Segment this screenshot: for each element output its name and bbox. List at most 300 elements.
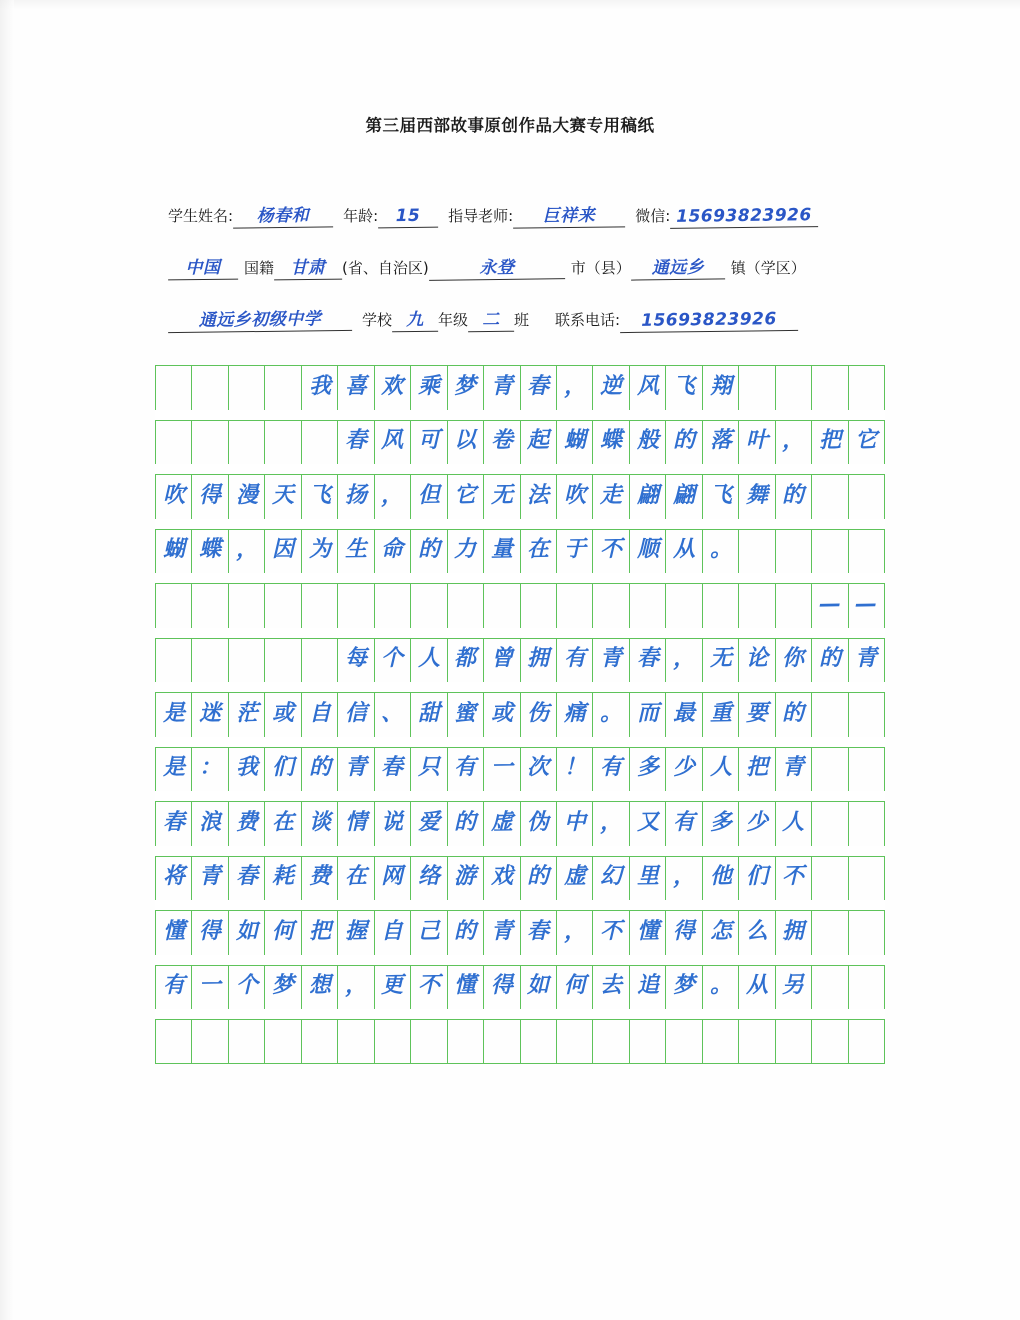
manuscript-cell[interactable] [265, 911, 301, 955]
manuscript-cell[interactable] [521, 421, 557, 465]
value-province[interactable]: 甘肃 [274, 259, 342, 281]
manuscript-cell[interactable] [666, 802, 702, 846]
manuscript-cell[interactable] [156, 693, 192, 737]
manuscript-cell[interactable] [666, 584, 702, 628]
manuscript-cell[interactable] [849, 966, 885, 1010]
manuscript-cell[interactable] [375, 421, 411, 465]
manuscript-cell[interactable] [484, 911, 520, 955]
manuscript-cell[interactable] [375, 966, 411, 1010]
manuscript-cell[interactable] [338, 530, 374, 574]
manuscript-cell[interactable] [375, 748, 411, 792]
manuscript-cell[interactable] [375, 530, 411, 574]
value-town[interactable]: 通远乡 [631, 258, 725, 280]
manuscript-cell[interactable] [192, 584, 228, 628]
manuscript-cell[interactable] [593, 966, 629, 1010]
manuscript-cell[interactable] [849, 748, 885, 792]
manuscript-cell[interactable] [703, 693, 739, 737]
value-teacher[interactable]: 巨祥来 [513, 206, 625, 228]
manuscript-cell[interactable] [666, 421, 702, 465]
manuscript-cell[interactable] [557, 857, 593, 901]
manuscript-cell[interactable] [812, 802, 848, 846]
manuscript-cell[interactable] [156, 1020, 192, 1063]
manuscript-cell[interactable] [521, 802, 557, 846]
manuscript-cell[interactable] [156, 530, 192, 574]
manuscript-cell[interactable] [411, 802, 447, 846]
manuscript-cell[interactable] [849, 639, 885, 683]
manuscript-cell[interactable] [265, 421, 301, 465]
manuscript-cell[interactable] [375, 857, 411, 901]
manuscript-cell[interactable] [192, 857, 228, 901]
manuscript-cell[interactable] [666, 475, 702, 519]
manuscript-cell[interactable] [593, 584, 629, 628]
manuscript-cell[interactable] [593, 366, 629, 410]
manuscript-cell[interactable] [703, 911, 739, 955]
manuscript-cell[interactable] [666, 530, 702, 574]
manuscript-cell[interactable] [812, 857, 848, 901]
manuscript-cell[interactable] [302, 639, 338, 683]
manuscript-cell[interactable] [703, 639, 739, 683]
manuscript-cell[interactable] [593, 421, 629, 465]
manuscript-cell[interactable] [776, 584, 812, 628]
manuscript-cell[interactable] [776, 530, 812, 574]
manuscript-cell[interactable] [448, 966, 484, 1010]
manuscript-char: 有 [454, 755, 477, 781]
manuscript-cell[interactable] [630, 639, 666, 683]
manuscript-cell[interactable] [630, 857, 666, 901]
manuscript-cell[interactable] [411, 530, 447, 574]
manuscript-cell[interactable] [484, 584, 520, 628]
manuscript-cell[interactable] [739, 802, 775, 846]
manuscript-cell[interactable] [229, 748, 265, 792]
manuscript-cell[interactable] [229, 530, 265, 574]
manuscript-cell[interactable] [484, 366, 520, 410]
manuscript-cell[interactable] [703, 366, 739, 410]
manuscript-cell[interactable] [849, 857, 885, 901]
manuscript-cell[interactable] [338, 584, 374, 628]
manuscript-cell[interactable] [812, 693, 848, 737]
manuscript-cell[interactable] [265, 966, 301, 1010]
manuscript-cell[interactable] [265, 857, 301, 901]
manuscript-char: 多 [709, 809, 732, 835]
manuscript-cell[interactable] [776, 966, 812, 1010]
manuscript-cell[interactable] [265, 693, 301, 737]
manuscript-cell[interactable] [338, 911, 374, 955]
manuscript-cell[interactable] [521, 530, 557, 574]
manuscript-cell[interactable] [411, 857, 447, 901]
manuscript-cell[interactable] [776, 1020, 812, 1063]
manuscript-cell[interactable] [338, 1020, 374, 1063]
manuscript-cell[interactable] [849, 584, 885, 628]
manuscript-cell[interactable] [630, 693, 666, 737]
manuscript-cell[interactable] [630, 475, 666, 519]
manuscript-cell[interactable] [666, 857, 702, 901]
manuscript-char: 里 [636, 864, 659, 890]
manuscript-cell[interactable] [338, 475, 374, 519]
manuscript-cell[interactable] [776, 802, 812, 846]
manuscript-cell[interactable] [849, 421, 885, 465]
manuscript-cell[interactable] [557, 911, 593, 955]
manuscript-cell[interactable] [484, 475, 520, 519]
manuscript-cell[interactable] [703, 748, 739, 792]
manuscript-cell[interactable] [338, 966, 374, 1010]
manuscript-cell[interactable] [156, 639, 192, 683]
manuscript-cell[interactable] [302, 1020, 338, 1063]
manuscript-cell[interactable] [411, 584, 447, 628]
manuscript-cell[interactable] [630, 421, 666, 465]
manuscript-char: 起 [527, 428, 550, 454]
manuscript-cell[interactable] [448, 911, 484, 955]
manuscript-cell[interactable] [557, 530, 593, 574]
manuscript-cell[interactable] [156, 748, 192, 792]
label-student-name: 学生姓名: [168, 207, 234, 225]
manuscript-char: 少 [745, 809, 769, 835]
manuscript-cell[interactable] [156, 966, 192, 1010]
manuscript-cell[interactable] [192, 966, 228, 1010]
manuscript-cell[interactable] [156, 584, 192, 628]
manuscript-cell[interactable] [338, 639, 374, 683]
manuscript-cell[interactable] [666, 366, 702, 410]
manuscript-cell[interactable] [812, 475, 848, 519]
value-grade[interactable]: 九 [392, 311, 438, 333]
manuscript-cell[interactable] [703, 530, 739, 574]
manuscript-cell[interactable] [739, 421, 775, 465]
manuscript-cell[interactable] [812, 421, 848, 465]
manuscript-cell[interactable] [265, 366, 301, 410]
manuscript-cell[interactable] [703, 475, 739, 519]
manuscript-char: 逆 [599, 373, 623, 399]
manuscript-cell[interactable] [448, 748, 484, 792]
manuscript-cell[interactable] [557, 966, 593, 1010]
manuscript-cell[interactable] [812, 748, 848, 792]
manuscript-cell[interactable] [849, 693, 885, 737]
manuscript-cell[interactable] [593, 475, 629, 519]
manuscript-cell[interactable] [229, 802, 265, 846]
manuscript-cell[interactable] [448, 802, 484, 846]
manuscript-cell[interactable] [375, 475, 411, 519]
manuscript-cell[interactable] [448, 475, 484, 519]
value-age[interactable]: 15 [378, 207, 438, 229]
manuscript-cell[interactable] [849, 1020, 885, 1063]
manuscript-cell[interactable] [521, 1020, 557, 1063]
manuscript-cell[interactable] [666, 639, 702, 683]
manuscript-cell[interactable] [521, 366, 557, 410]
manuscript-char: 因 [271, 537, 295, 563]
manuscript-cell[interactable] [593, 911, 629, 955]
manuscript-cell[interactable] [156, 911, 192, 955]
manuscript-cell[interactable] [411, 693, 447, 737]
manuscript-cell[interactable] [448, 1020, 484, 1063]
manuscript-char: 又 [636, 809, 659, 835]
manuscript-char: 蝶 [599, 428, 623, 454]
manuscript-cell[interactable] [630, 802, 666, 846]
manuscript-cell[interactable] [630, 966, 666, 1010]
manuscript-cell[interactable] [666, 1020, 702, 1063]
manuscript-cell[interactable] [302, 748, 338, 792]
manuscript-cell[interactable] [666, 748, 702, 792]
manuscript-cell[interactable] [302, 584, 338, 628]
manuscript-cell[interactable] [484, 802, 520, 846]
manuscript-cell[interactable] [630, 748, 666, 792]
manuscript-char: 的 [818, 646, 842, 672]
manuscript-cell[interactable] [739, 966, 775, 1010]
manuscript-cell[interactable] [411, 366, 447, 410]
manuscript-cell[interactable] [593, 748, 629, 792]
manuscript-cell[interactable] [849, 802, 885, 846]
manuscript-cell[interactable] [557, 693, 593, 737]
manuscript-cell[interactable] [411, 911, 447, 955]
manuscript-cell[interactable] [557, 584, 593, 628]
manuscript-cell[interactable] [812, 911, 848, 955]
manuscript-cell[interactable] [739, 475, 775, 519]
manuscript-char: 青 [344, 755, 368, 781]
manuscript-cell[interactable] [557, 748, 593, 792]
manuscript-cell[interactable] [375, 693, 411, 737]
manuscript-char: 怎 [709, 918, 732, 944]
manuscript-cell[interactable] [739, 1020, 775, 1063]
manuscript-cell[interactable] [338, 421, 374, 465]
manuscript-cell[interactable] [229, 1020, 265, 1063]
manuscript-cell[interactable] [375, 584, 411, 628]
manuscript-cell[interactable] [812, 584, 848, 628]
manuscript-cell[interactable] [557, 1020, 593, 1063]
manuscript-cell[interactable] [630, 1020, 666, 1063]
manuscript-cell[interactable] [703, 584, 739, 628]
manuscript-cell[interactable] [776, 857, 812, 901]
manuscript-cell[interactable] [411, 748, 447, 792]
manuscript-cell[interactable] [338, 693, 374, 737]
manuscript-cell[interactable] [484, 639, 520, 683]
manuscript-cell[interactable] [521, 911, 557, 955]
manuscript-cell[interactable] [229, 421, 265, 465]
manuscript-cell[interactable] [265, 475, 301, 519]
manuscript-cell[interactable] [739, 366, 775, 410]
manuscript-cell[interactable] [521, 639, 557, 683]
manuscript-cell[interactable] [338, 857, 374, 901]
value-nationality[interactable]: 中国 [168, 259, 238, 281]
manuscript-cell[interactable] [521, 584, 557, 628]
manuscript-cell[interactable] [265, 584, 301, 628]
manuscript-char: 的 [782, 482, 805, 508]
manuscript-cell[interactable] [739, 639, 775, 683]
manuscript-cell[interactable] [557, 366, 593, 410]
manuscript-cell[interactable] [229, 639, 265, 683]
manuscript-cell[interactable] [739, 911, 775, 955]
manuscript-cell[interactable] [448, 421, 484, 465]
manuscript-cell[interactable] [265, 530, 301, 574]
manuscript-char: 是 [162, 700, 185, 726]
manuscript-cell[interactable] [265, 1020, 301, 1063]
value-city[interactable]: 永登 [429, 258, 565, 281]
manuscript-cell[interactable] [776, 693, 812, 737]
manuscript-cell[interactable] [812, 1020, 848, 1063]
value-wechat[interactable]: 15693823926 [670, 206, 818, 229]
manuscript-cell[interactable] [557, 802, 593, 846]
manuscript-char: 重 [709, 700, 732, 726]
manuscript-cell[interactable] [192, 693, 228, 737]
manuscript-char: 无 [709, 646, 732, 672]
manuscript-cell[interactable] [593, 639, 629, 683]
manuscript-cell[interactable] [448, 584, 484, 628]
manuscript-cell[interactable] [192, 475, 228, 519]
manuscript-cell[interactable] [812, 366, 848, 410]
manuscript-cell[interactable] [776, 748, 812, 792]
manuscript-cell[interactable] [849, 911, 885, 955]
manuscript-cell[interactable] [521, 748, 557, 792]
manuscript-cell[interactable] [156, 366, 192, 410]
manuscript-cell[interactable] [338, 366, 374, 410]
manuscript-cell[interactable] [156, 857, 192, 901]
manuscript-cell[interactable] [776, 639, 812, 683]
manuscript-cell[interactable] [156, 421, 192, 465]
manuscript-cell[interactable] [229, 693, 265, 737]
manuscript-cell[interactable] [411, 966, 447, 1010]
manuscript-cell[interactable] [739, 530, 775, 574]
manuscript-cell[interactable] [156, 475, 192, 519]
manuscript-cell[interactable] [666, 693, 702, 737]
manuscript-cell[interactable] [411, 639, 447, 683]
manuscript-cell[interactable] [265, 802, 301, 846]
manuscript-cell[interactable] [411, 421, 447, 465]
manuscript-cell[interactable] [192, 911, 228, 955]
manuscript-char: 从 [672, 537, 696, 563]
manuscript-cell[interactable] [484, 530, 520, 574]
manuscript-char: 谈 [308, 809, 331, 835]
manuscript-cell[interactable] [302, 421, 338, 465]
manuscript-cell[interactable] [448, 639, 484, 683]
manuscript-cell[interactable] [375, 802, 411, 846]
manuscript-char: 我 [308, 373, 331, 399]
manuscript-cell[interactable] [484, 1020, 520, 1063]
manuscript-cell[interactable] [302, 911, 338, 955]
manuscript-cell[interactable] [739, 584, 775, 628]
manuscript-cell[interactable] [338, 802, 374, 846]
manuscript-cell[interactable] [849, 475, 885, 519]
manuscript-cell[interactable] [593, 530, 629, 574]
manuscript-cell[interactable] [739, 748, 775, 792]
manuscript-cell[interactable] [192, 421, 228, 465]
value-student-name[interactable]: 杨春和 [233, 206, 333, 228]
manuscript-cell[interactable] [484, 857, 520, 901]
manuscript-cell[interactable] [375, 366, 411, 410]
manuscript-cell[interactable] [739, 857, 775, 901]
manuscript-cell[interactable] [448, 366, 484, 410]
student-info-form [168, 176, 898, 332]
manuscript-cell[interactable] [375, 911, 411, 955]
manuscript-cell[interactable] [593, 857, 629, 901]
manuscript-cell[interactable] [812, 530, 848, 574]
manuscript-cell[interactable] [630, 530, 666, 574]
manuscript-cell[interactable] [338, 748, 374, 792]
manuscript-cell[interactable] [229, 857, 265, 901]
manuscript-cell[interactable] [776, 421, 812, 465]
manuscript-cell[interactable] [302, 366, 338, 410]
manuscript-cell[interactable] [521, 693, 557, 737]
manuscript-cell[interactable] [229, 366, 265, 410]
manuscript-char: 蝶 [198, 537, 222, 563]
manuscript-cell[interactable] [776, 366, 812, 410]
manuscript-cell[interactable] [593, 693, 629, 737]
manuscript-cell[interactable] [229, 475, 265, 519]
manuscript-cell[interactable] [630, 584, 666, 628]
manuscript-cell[interactable] [739, 693, 775, 737]
manuscript-cell[interactable] [630, 366, 666, 410]
manuscript-char: 我 [235, 755, 258, 781]
manuscript-char: 把 [745, 755, 769, 781]
manuscript-char: 吹 [563, 482, 586, 508]
manuscript-cell[interactable] [776, 475, 812, 519]
manuscript-cell[interactable] [265, 748, 301, 792]
manuscript-cell[interactable] [229, 966, 265, 1010]
manuscript-cell[interactable] [302, 693, 338, 737]
manuscript-cell[interactable] [192, 366, 228, 410]
manuscript-cell[interactable] [302, 802, 338, 846]
manuscript-cell[interactable] [557, 421, 593, 465]
manuscript-cell[interactable] [302, 530, 338, 574]
manuscript-cell[interactable] [192, 748, 228, 792]
manuscript-cell[interactable] [411, 475, 447, 519]
manuscript-cell[interactable] [812, 966, 848, 1010]
manuscript-cell[interactable] [375, 639, 411, 683]
manuscript-char: ！ [563, 755, 586, 781]
manuscript-cell[interactable] [593, 802, 629, 846]
manuscript-cell[interactable] [593, 1020, 629, 1063]
manuscript-cell[interactable] [448, 530, 484, 574]
manuscript-cell[interactable] [302, 475, 338, 519]
manuscript-cell[interactable] [703, 421, 739, 465]
manuscript-char: 络 [417, 864, 441, 890]
manuscript-cell[interactable] [521, 475, 557, 519]
manuscript-cell[interactable] [666, 966, 702, 1010]
manuscript-cell[interactable] [521, 857, 557, 901]
manuscript-cell[interactable] [703, 857, 739, 901]
manuscript-cell[interactable] [703, 966, 739, 1010]
manuscript-cell[interactable] [776, 911, 812, 955]
manuscript-cell[interactable] [192, 1020, 228, 1063]
manuscript-cell[interactable] [557, 639, 593, 683]
manuscript-cell[interactable] [265, 639, 301, 683]
manuscript-cell[interactable] [192, 639, 228, 683]
manuscript-char: 自 [381, 918, 404, 944]
manuscript-cell[interactable] [192, 802, 228, 846]
manuscript-cell[interactable] [411, 1020, 447, 1063]
value-phone[interactable]: 15693823926 [620, 310, 798, 333]
manuscript-cell[interactable] [630, 911, 666, 955]
manuscript-cell[interactable] [484, 748, 520, 792]
manuscript-cell[interactable] [812, 639, 848, 683]
manuscript-cell[interactable] [448, 693, 484, 737]
value-school[interactable]: 通远乡初级中学 [168, 310, 352, 333]
manuscript-cell[interactable] [302, 966, 338, 1010]
manuscript-cell[interactable] [703, 802, 739, 846]
manuscript-cell[interactable] [521, 966, 557, 1010]
manuscript-cell[interactable] [849, 366, 885, 410]
manuscript-cell[interactable] [229, 584, 265, 628]
manuscript-cell[interactable] [192, 530, 228, 574]
manuscript-cell[interactable] [666, 911, 702, 955]
value-class[interactable]: 二 [468, 311, 514, 333]
manuscript-cell[interactable] [375, 1020, 411, 1063]
manuscript-cell[interactable] [229, 911, 265, 955]
manuscript-cell[interactable] [484, 693, 520, 737]
manuscript-cell[interactable] [156, 802, 192, 846]
manuscript-cell[interactable] [557, 475, 593, 519]
manuscript-cell[interactable] [484, 421, 520, 465]
manuscript-cell[interactable] [484, 966, 520, 1010]
manuscript-cell[interactable] [849, 530, 885, 574]
manuscript-cell[interactable] [302, 857, 338, 901]
manuscript-cell[interactable] [448, 857, 484, 901]
manuscript-cell[interactable] [703, 1020, 739, 1063]
